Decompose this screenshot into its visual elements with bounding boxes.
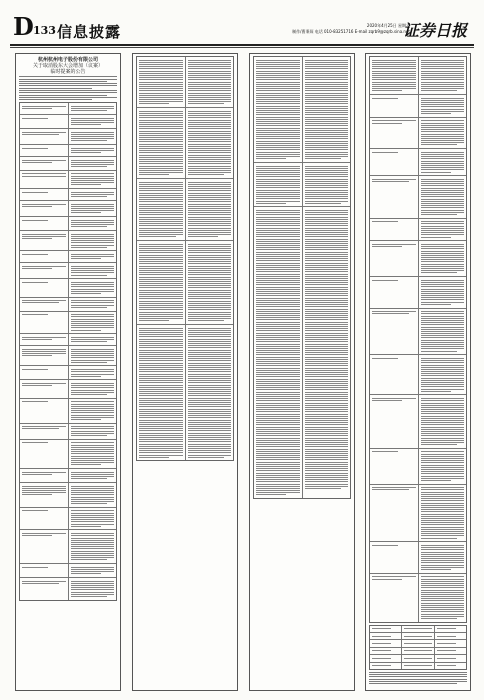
section-title: 信息披露 <box>57 23 122 41</box>
column-3 <box>249 53 355 691</box>
column-2 <box>132 53 238 691</box>
section-letter: D <box>13 12 34 41</box>
newspaper-logo: 证券日报 <box>403 21 468 40</box>
issue-date: 2020年4月25日 星期六 <box>366 23 410 28</box>
announcement-title-line-1: 杭州杭州电子股份有限公司 <box>37 57 98 63</box>
document-table <box>19 102 117 600</box>
announcement-title-line-3: 临时提案的公告 <box>50 69 86 75</box>
announcement-title <box>20 57 116 75</box>
header-rule-thin <box>10 47 474 48</box>
document-table <box>369 56 467 623</box>
document-table <box>253 56 351 499</box>
masthead <box>10 14 474 44</box>
column-1 <box>15 53 121 691</box>
editor-contact: 制作/曹秉琛 电话 010-83251716 E-mail zqrb9@zqrb.sina.net <box>292 29 410 34</box>
header-rule <box>10 44 474 46</box>
column-4 <box>365 53 471 691</box>
document-table <box>136 56 234 461</box>
announcement-title-line-2: 关于取消股东大会增加（议案） <box>32 63 103 69</box>
section-number: 133 <box>33 24 56 37</box>
summary-table <box>369 625 467 670</box>
